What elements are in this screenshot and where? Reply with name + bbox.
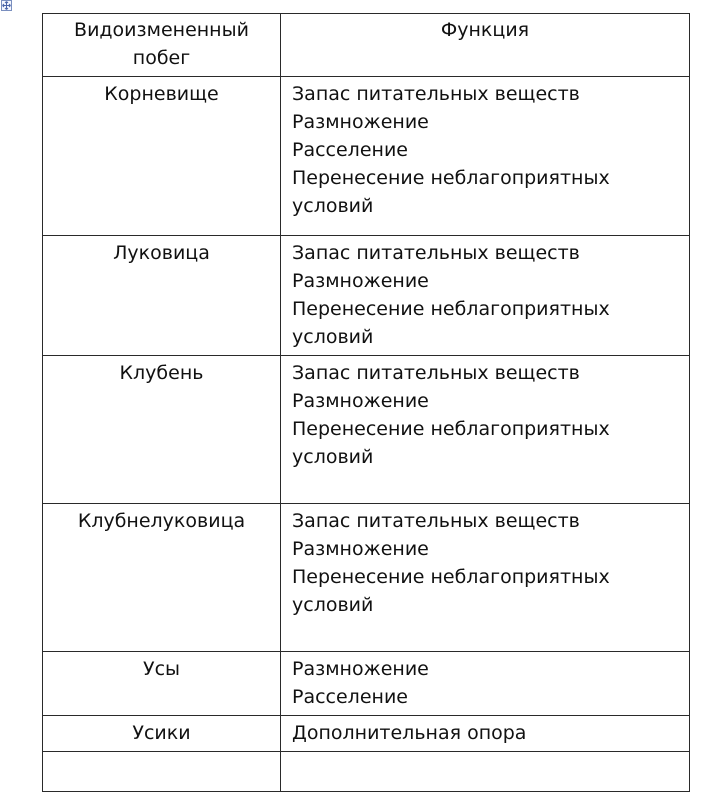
- shoots-table-grid: [42, 13, 690, 792]
- shoot-name: Луковица: [113, 242, 210, 264]
- shoot-cell: [43, 236, 281, 356]
- header-function: [281, 14, 690, 77]
- function-cell: [281, 716, 690, 752]
- function-cell: [281, 504, 690, 652]
- shoot-cell: [43, 504, 281, 652]
- table-row-cut-off: [43, 752, 690, 792]
- table-row: [43, 356, 690, 504]
- shoot-cell: [43, 652, 281, 716]
- table-row: [43, 716, 690, 752]
- table-move-handle-icon[interactable]: [1, 0, 12, 11]
- function-item: Перенесение неблагоприятных условий: [292, 418, 610, 468]
- function-cell: [281, 652, 690, 716]
- function-item: Дополнительная опора: [292, 722, 527, 744]
- function-item: Размножение: [292, 270, 429, 292]
- function-item: Перенесение неблагоприятных условий: [292, 298, 610, 348]
- header-modified-shoot-line2: побег: [132, 47, 191, 69]
- shoot-name: Усы: [142, 658, 181, 680]
- function-item: Расселение: [292, 139, 408, 161]
- function-item: Запас питательных веществ: [292, 83, 580, 105]
- table-row: [43, 236, 690, 356]
- shoot-cell: [43, 77, 281, 236]
- shoot-name: Клубень: [119, 362, 204, 384]
- function-cell: [281, 77, 690, 236]
- function-item: Размножение: [292, 111, 429, 133]
- shoot-name: Клубнелуковица: [77, 510, 246, 532]
- function-item: Размножение: [292, 538, 429, 560]
- shoot-name: Корневище: [104, 83, 219, 105]
- table-row: [43, 652, 690, 716]
- shoot-cell: [43, 716, 281, 752]
- header-modified-shoot-line1: Видоизмененный: [74, 19, 249, 41]
- function-cell: [281, 356, 690, 504]
- function-item: Запас питательных веществ: [292, 242, 580, 264]
- function-item: Расселение: [292, 686, 408, 708]
- empty-cell: [43, 752, 281, 792]
- shoot-name: Усики: [132, 722, 191, 744]
- empty-cell: [281, 752, 690, 792]
- table-row: [43, 77, 690, 236]
- function-item: Перенесение неблагоприятных условий: [292, 167, 610, 217]
- header-modified-shoot: [43, 14, 281, 77]
- function-cell: [281, 236, 690, 356]
- function-item: Запас питательных веществ: [292, 362, 580, 384]
- function-item: Запас питательных веществ: [292, 510, 580, 532]
- function-item: Размножение: [292, 658, 429, 680]
- function-item: Перенесение неблагоприятных условий: [292, 566, 610, 616]
- shoot-cell: [43, 356, 281, 504]
- header-function-label: Функция: [440, 19, 530, 41]
- table-row: [43, 504, 690, 652]
- table-header-row: [43, 14, 690, 77]
- shoots-table: [42, 13, 689, 744]
- function-item: Размножение: [292, 390, 429, 412]
